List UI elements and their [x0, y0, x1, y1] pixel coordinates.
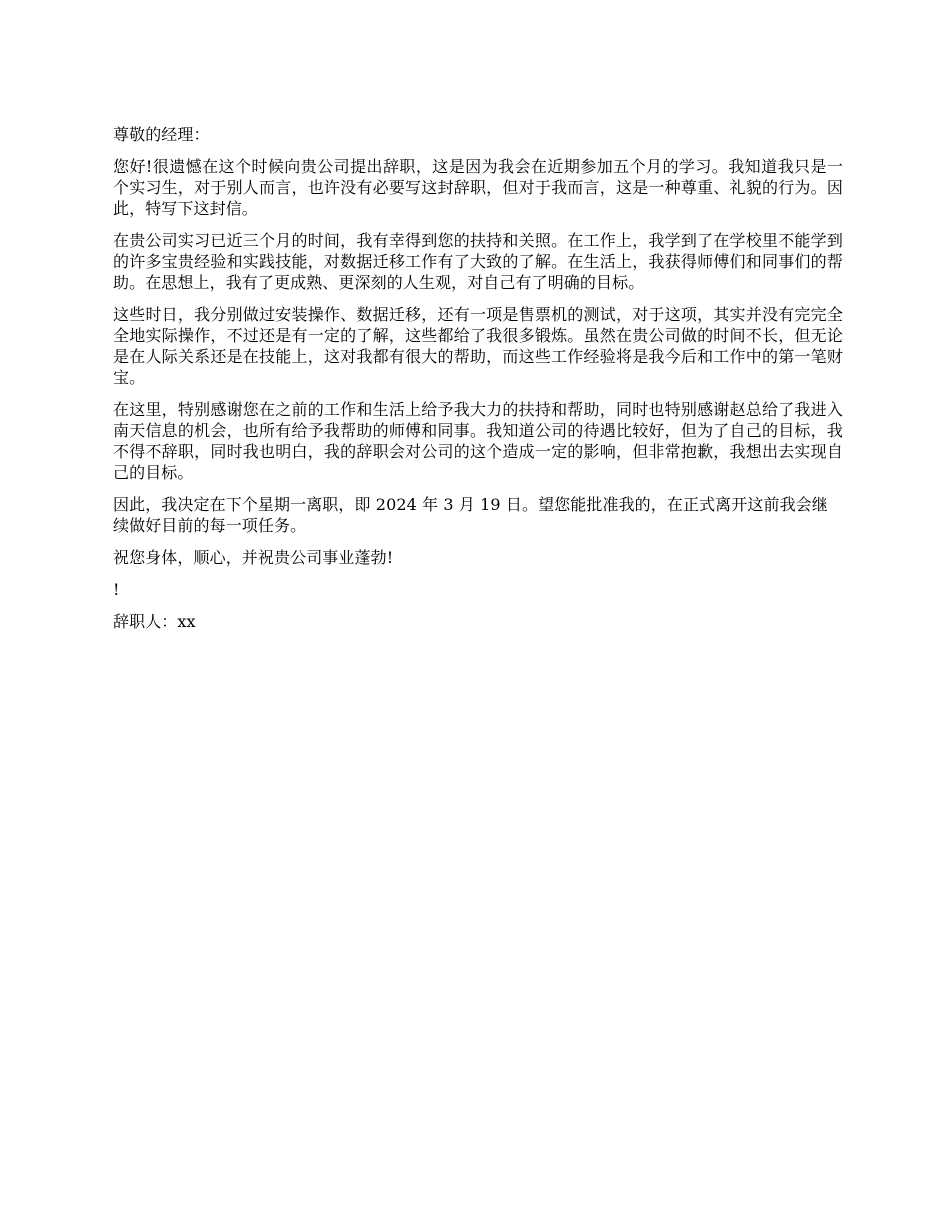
- letter-signature: 辞职人：xx: [113, 612, 196, 631]
- letter-paragraph-3: 这些时日，我分别做过安装操作、数据迁移，还有一项是售票机的测试，对于这项，其实并没有完完全全地实际操作，不过还是有一定的了解，这些都给了我很多锻炼。虽然在贵公司做的时间不长，但无论是在人际关系还是在技能上，这对我都有很大的帮助，而这些工作经验将是我今后和工作中的第一笔财宝。: [113, 305, 843, 387]
- letter-closing-wish: 祝您身体，顺心，并祝贵公司事业蓬勃!: [113, 548, 394, 567]
- letter-paragraph-2: 在贵公司实习已近三个月的时间，我有幸得到您的扶持和关照。在工作上，我学到了在学校里不能学到的许多宝贵经验和实践技能，对数据迁移工作有了大致的了解。在生活上，我获得师傅们和同事们的帮助。在思想上，我有了更成熟、更深刻的人生观，对自己有了明确的目标。: [113, 231, 843, 292]
- letter-paragraph-1: 您好!很遗憾在这个时候向贵公司提出辞职，这是因为我会在近期参加五个月的学习。我知道我只是一个实习生，对于别人而言，也许没有必要写这封辞职，但对于我而言，这是一种尊重、礼貌的行为。因此，特写下这封信。: [113, 157, 843, 218]
- letter-paragraph-4: 在这里，特别感谢您在之前的工作和生活上给予我大力的扶持和帮助，同时也特别感谢赵总给了我进入南天信息的机会，也所有给予我帮助的师傅和同事。我知道公司的待遇比较好，但为了自己的目标，我不得不辞职，同时我也明白，我的辞职会对公司的这个造成一定的影响，但非常抱歉，我想出去实现自己的目标。: [113, 400, 843, 482]
- letter-body: [113, 124, 843, 643]
- letter-exclamation: !: [113, 580, 120, 599]
- letter-salutation: 尊敬的经理：: [113, 125, 210, 144]
- letter-paragraph-5: 因此，我决定在下个星期一离职，即 2024 年 3 月 19 日。望您能批准我的，在正式离开这前我会继续做好目前的每一项任务。: [113, 495, 828, 535]
